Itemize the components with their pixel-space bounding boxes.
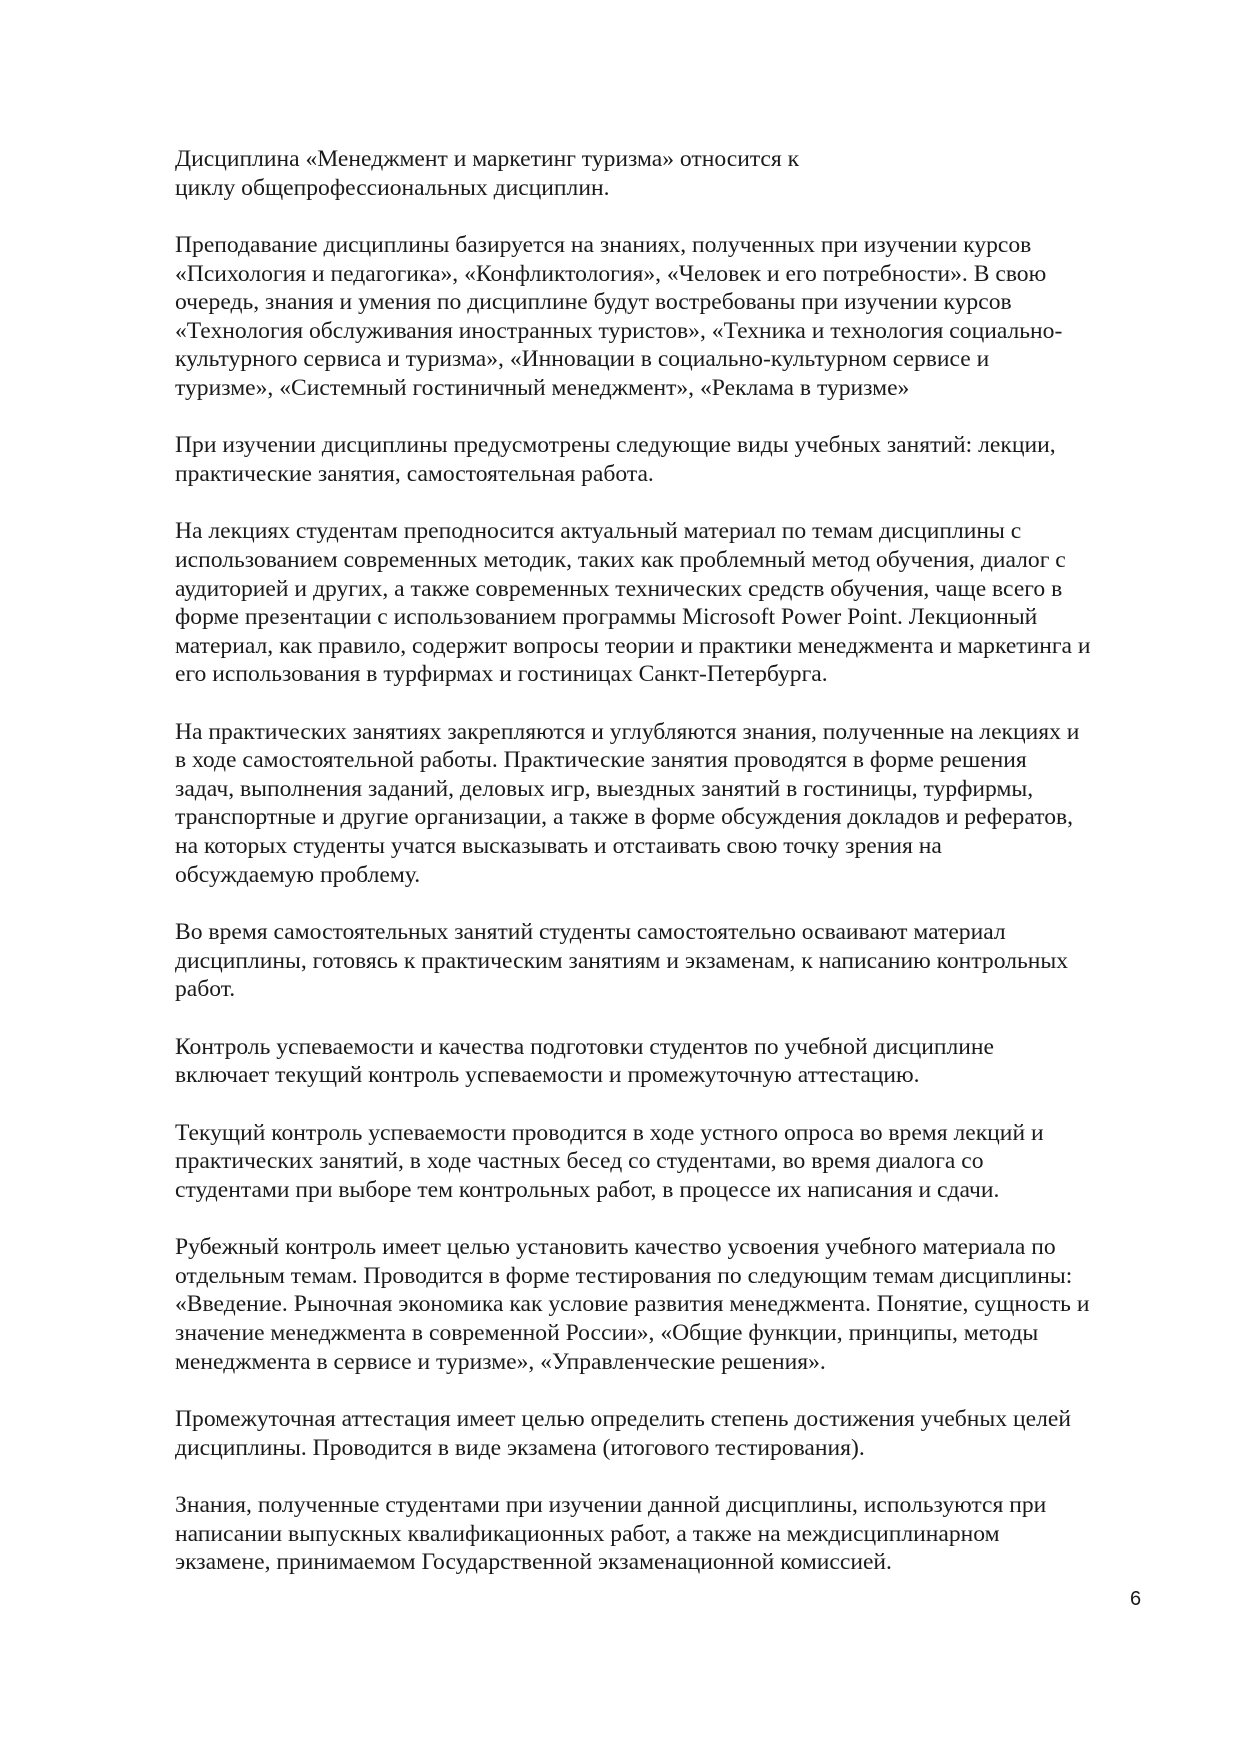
text-line: включает текущий контроль успеваемости и промежуточную аттестацию. xyxy=(175,1062,920,1089)
paragraph-class-types xyxy=(175,431,1155,488)
text-line: дисциплины. Проводится в виде экзамена (итогового тестирования). xyxy=(175,1434,865,1461)
text-line: культурного сервиса и туризма», «Инновации в социально-культурном сервисе и xyxy=(175,346,990,373)
text-line: Контроль успеваемости и качества подготовки студентов по учебной дисциплине xyxy=(175,1033,994,1060)
text-line: Преподавание дисциплины базируется на знаниях, полученных при изучении курсов xyxy=(175,231,1032,258)
paragraph-discipline-cycle xyxy=(175,145,1155,202)
text-line: практических занятий, в ходе частных бесед со студентами, во время диалога со xyxy=(175,1148,984,1175)
paragraph-progress-control xyxy=(175,1033,1155,1090)
text-line: практические занятия, самостоятельная работа. xyxy=(175,460,654,487)
paragraph-lectures xyxy=(175,517,1155,689)
text-line: обсуждаемую проблему. xyxy=(175,861,421,888)
text-line: транспортные и другие организации, а также в форме обсуждения докладов и рефератов, xyxy=(175,804,1074,831)
paragraph-self-study xyxy=(175,918,1155,1004)
text-line: туризме», «Системный гостиничный менеджмент», «Реклама в туризме» xyxy=(175,374,910,401)
paragraph-practical-classes xyxy=(175,718,1155,890)
text-line: аудиторией и других, а также современных технических средств обучения, чаще всего в xyxy=(175,575,1063,602)
text-line: очередь, знания и умения по дисциплине будут востребованы при изучении курсов xyxy=(175,289,1012,316)
text-line: Дисциплина «Менеджмент и маркетинг туризма» относится к xyxy=(175,146,800,172)
text-line: Рубежный контроль имеет целью установить качество усвоения учебного материала по xyxy=(175,1234,1056,1261)
text-line: дисциплины, готовясь к практическим занятиям и экзаменам, к написанию контрольных xyxy=(175,947,1069,974)
paragraph-knowledge-usage xyxy=(175,1491,1155,1577)
text-line: значение менеджмента в современной России», «Общие функции, принципы, методы xyxy=(175,1319,1039,1346)
text-line: его использования в турфирмах и гостиницах Санкт-Петербурга. xyxy=(175,661,828,688)
page-number: 6 xyxy=(1130,1588,1142,1610)
text-line: отдельным темам. Проводится в форме тестирования по следующим темам дисциплины: xyxy=(175,1262,1073,1289)
text-line: на которых студенты учатся высказывать и отстаивать свою точку зрения на xyxy=(175,833,942,860)
text-line: циклу общепрофессиональных дисциплин. xyxy=(175,174,610,201)
text-line: «Технология обслуживания иностранных туристов», «Техника и технология социально- xyxy=(175,317,1063,344)
text-line: «Психология и педагогика», «Конфликтология», «Человек и его потребности». В свою xyxy=(175,260,1047,287)
paragraph-intermediate-assessment xyxy=(175,1405,1155,1462)
text-line: работ. xyxy=(175,976,236,1003)
text-line: Промежуточная аттестация имеет целью определить степень достижения учебных целей xyxy=(175,1405,1071,1432)
text-line: На практических занятиях закрепляются и углубляются знания, полученные на лекциях и xyxy=(175,718,1080,745)
text-line: При изучении дисциплины предусмотрены следующие виды учебных занятий: лекции, xyxy=(175,432,1056,459)
text-line: менеджмента в сервисе и туризме», «Управленческие решения». xyxy=(175,1348,826,1375)
paragraph-current-control xyxy=(175,1119,1155,1205)
text-line: материал, как правило, содержит вопросы теории и практики менеджмента и маркетинга и xyxy=(175,632,1091,659)
text-line: форме презентации с использованием программы Microsoft Power Point. Лекционный xyxy=(175,604,1038,631)
text-line: экзамене, принимаемом Государственной экзаменационной комиссией. xyxy=(175,1549,892,1576)
text-line: На лекциях студентам преподносится актуальный материал по темам дисциплины с xyxy=(175,518,1022,545)
text-line: Знания, полученные студентами при изучении данной дисциплины, используются при xyxy=(175,1491,1047,1518)
text-line: студентами при выборе тем контрольных работ, в процессе их написания и сдачи. xyxy=(175,1176,1000,1203)
text-line: Текущий контроль успеваемости проводится в ходе устного опроса во время лекций и xyxy=(175,1119,1044,1146)
text-line: «Введение. Рыночная экономика как условие развития менеджмента. Понятие, сущность и xyxy=(175,1291,1090,1318)
paragraph-prerequisites xyxy=(175,231,1155,403)
paragraph-milestone-control xyxy=(175,1233,1155,1376)
text-line: использованием современных методик, таких как проблемный метод обучения, диалог с xyxy=(175,546,1066,573)
text-line: Во время самостоятельных занятий студенты самостоятельно осваивают материал xyxy=(175,919,1006,946)
text-line: написании выпускных квалификационных работ, а также на междисциплинарном xyxy=(175,1520,1000,1547)
text-line: задач, выполнения заданий, деловых игр, выездных занятий в гостиницы, турфирмы, xyxy=(175,775,1034,802)
text-line: в ходе самостоятельной работы. Практические занятия проводятся в форме решения xyxy=(175,747,1027,774)
document-body xyxy=(175,145,1155,1606)
